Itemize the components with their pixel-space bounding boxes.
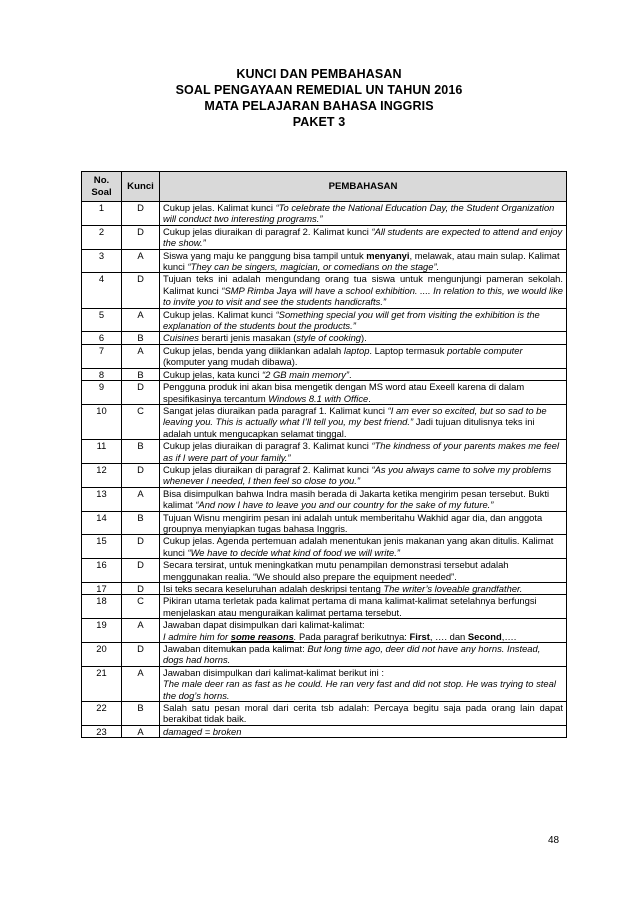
question-number: 17 <box>82 583 122 595</box>
table-row <box>82 487 567 511</box>
question-number: 22 <box>82 702 122 726</box>
question-number: 18 <box>82 595 122 619</box>
title-line-2: SOAL PENGAYAAN REMEDIAL UN TAHUN 2016 <box>175 83 463 97</box>
question-number: 20 <box>82 643 122 667</box>
answer-key: A <box>122 344 160 368</box>
explanation: Cukup jelas diuraikan di paragraf 3. Kalimat kunci “The kindness of your parents makes me feel as if I were part of your family.” <box>160 440 567 464</box>
answer-key: A <box>122 249 160 273</box>
table-row <box>82 595 567 619</box>
question-number: 4 <box>82 273 122 308</box>
explanation: Sangat jelas diuraikan pada paragraf 1. Kalimat kunci “I am ever so excited, but so sad to be leaving you. This is actually what I’ll tell you, my best friend.” Jadi tujuan ditulisnya teks ini adalah untuk mengucapkan selamat tinggal. <box>160 404 567 439</box>
question-number: 5 <box>82 308 122 332</box>
table-row <box>82 440 567 464</box>
explanation: Cukup jelas. Kalimat kunci “To celebrate the National Education Day, the Student Organization will conduct two interesting programs.” <box>160 202 567 226</box>
explanation: Isi teks secara keseluruhan adalah deskripsi tentang The writer’s loveable grandfather. <box>160 583 567 595</box>
answer-key: C <box>122 595 160 619</box>
answer-key: D <box>122 225 160 249</box>
table-row <box>82 725 567 737</box>
explanation: damaged = broken <box>160 725 567 737</box>
answer-key: D <box>122 535 160 559</box>
table-row <box>82 666 567 701</box>
question-number: 7 <box>82 344 122 368</box>
explanation: Cukup jelas, benda yang diiklankan adalah laptop. Laptop termasuk portable computer (komputer yang mudah dibawa). <box>160 344 567 368</box>
explanation: Tujuan Wisnu mengirim pesan ini adalah untuk memberitahu Wakhid agar dia, dan anggota groupnya menyiapkan tugas bahasa Inggris. <box>160 511 567 535</box>
explanation: Bisa disimpulkan bahwa Indra masih berada di Jakarta ketika mengirim pesan tersebut. Bukti kalimat “And now I have to leave you and our country for the sake of my future.” <box>160 487 567 511</box>
explanation: Cukup jelas, kata kunci “2 GB main memory”. <box>160 368 567 380</box>
question-number: 21 <box>82 666 122 701</box>
table-row <box>82 583 567 595</box>
table-row <box>82 308 567 332</box>
answer-key: B <box>122 511 160 535</box>
answer-key: D <box>122 559 160 583</box>
table-row <box>82 619 567 643</box>
answer-key: D <box>122 202 160 226</box>
question-number: 19 <box>82 619 122 643</box>
answer-key: D <box>122 463 160 487</box>
table-row <box>82 511 567 535</box>
answer-key: C <box>122 404 160 439</box>
answer-key-table <box>81 171 567 738</box>
answer-key: B <box>122 332 160 344</box>
table-row <box>82 559 567 583</box>
table-row <box>82 202 567 226</box>
explanation: Cukup jelas diuraikan di paragraf 2. Kalimat kunci “As you always came to solve my problems whenever I needed, I then feel so close to you.” <box>160 463 567 487</box>
table-row <box>82 368 567 380</box>
table-row <box>82 535 567 559</box>
explanation: Jawaban dapat disimpulkan dari kalimat-kalimat: I admire him for some reasons. Pada paragraf berikutnya: First, …. dan Second,…. <box>160 619 567 643</box>
table-row <box>82 404 567 439</box>
table-row <box>82 702 567 726</box>
header-pembahasan: PEMBAHASAN <box>160 172 567 202</box>
explanation: Siswa yang maju ke panggung bisa tampil untuk menyanyi, melawak, atau main sulap. Kalimat kunci “They can be singers, magician, or comedians on the stage”. <box>160 249 567 273</box>
answer-key: D <box>122 381 160 405</box>
answer-key: A <box>122 487 160 511</box>
answer-key: A <box>122 619 160 643</box>
header-no-soal: No. Soal <box>82 172 122 202</box>
table-row <box>82 225 567 249</box>
explanation: Cukup jelas diuraikan di paragraf 2. Kalimat kunci “All students are expected to attend and enjoy the show.” <box>160 225 567 249</box>
header-kunci: Kunci <box>122 172 160 202</box>
explanation: Pengguna produk ini akan bisa mengetik dengan MS word atau Exeell karena di dalam spesifikasinya tercantum Windows 8.1 with Office. <box>160 381 567 405</box>
explanation: Pikiran utama terletak pada kalimat pertama di mana kalimat-kalimat setelahnya berfungsi menjelaskan atau menguraikan kalimat pertama tersebut. <box>160 595 567 619</box>
question-number: 3 <box>82 249 122 273</box>
question-number: 8 <box>82 368 122 380</box>
table-body <box>82 202 567 738</box>
question-number: 12 <box>82 463 122 487</box>
answer-key: A <box>122 308 160 332</box>
question-number: 10 <box>82 404 122 439</box>
explanation: Secara tersirat, untuk meningkatkan mutu penampilan demonstrasi tersebut adalah menggunakan realia. “We should also prepare the equipment needed”. <box>160 559 567 583</box>
question-number: 14 <box>82 511 122 535</box>
answer-key: B <box>122 368 160 380</box>
question-number: 1 <box>82 202 122 226</box>
question-number: 16 <box>82 559 122 583</box>
question-number: 9 <box>82 381 122 405</box>
explanation: Jawaban ditemukan pada kalimat: But long time ago, deer did not have any horns. Instead, dogs had horns. <box>160 643 567 667</box>
answer-key: A <box>122 666 160 701</box>
answer-key: B <box>122 440 160 464</box>
table-row <box>82 643 567 667</box>
table-row <box>82 249 567 273</box>
question-number: 11 <box>82 440 122 464</box>
title-line-4: PAKET 3 <box>292 115 346 129</box>
question-number: 15 <box>82 535 122 559</box>
table-row <box>82 381 567 405</box>
answer-key: D <box>122 583 160 595</box>
explanation: Jawaban disimpulkan dari kalimat-kalimat berikut ini : The male deer ran as fast as he could. He ran very fast and did not stop. He was trying to steal the dog’s horns. <box>160 666 567 701</box>
answer-key: B <box>122 702 160 726</box>
page-number: 48 <box>548 835 560 846</box>
document-title <box>0 66 638 130</box>
explanation: Cuisines berarti jenis masakan (style of cooking). <box>160 332 567 344</box>
question-number: 6 <box>82 332 122 344</box>
question-number: 13 <box>82 487 122 511</box>
explanation: Cukup jelas. Kalimat kunci “Something special you will get from visiting the exhibition is the explanation of the students bout the products.” <box>160 308 567 332</box>
table-row <box>82 273 567 308</box>
title-line-1: KUNCI DAN PEMBAHASAN <box>236 67 402 81</box>
answer-key: D <box>122 273 160 308</box>
table-row <box>82 332 567 344</box>
question-number: 23 <box>82 725 122 737</box>
question-number: 2 <box>82 225 122 249</box>
table-row <box>82 344 567 368</box>
title-line-3: MATA PELAJARAN BAHASA INGGRIS <box>204 99 434 113</box>
table-row <box>82 463 567 487</box>
answer-key: A <box>122 725 160 737</box>
explanation: Cukup jelas. Agenda pertemuan adalah menentukan jenis makanan yang akan ditulis. Kalimat kunci “We have to decide what kind of food we will write.” <box>160 535 567 559</box>
answer-key: D <box>122 643 160 667</box>
explanation: Tujuan teks ini adalah mengundang orang tua siswa untuk mengunjungi pameran sekolah. Kalimat kunci “SMP Rimba Jaya will have a school exhibition. .... In relation to this, we would like to invite you to visit and see the students handicrafts.” <box>160 273 567 308</box>
explanation: Salah satu pesan moral dari cerita tsb adalah: Percaya begitu saja pada orang lain dapat berakibat tidak baik. <box>160 702 567 726</box>
table-header-row <box>82 172 567 202</box>
